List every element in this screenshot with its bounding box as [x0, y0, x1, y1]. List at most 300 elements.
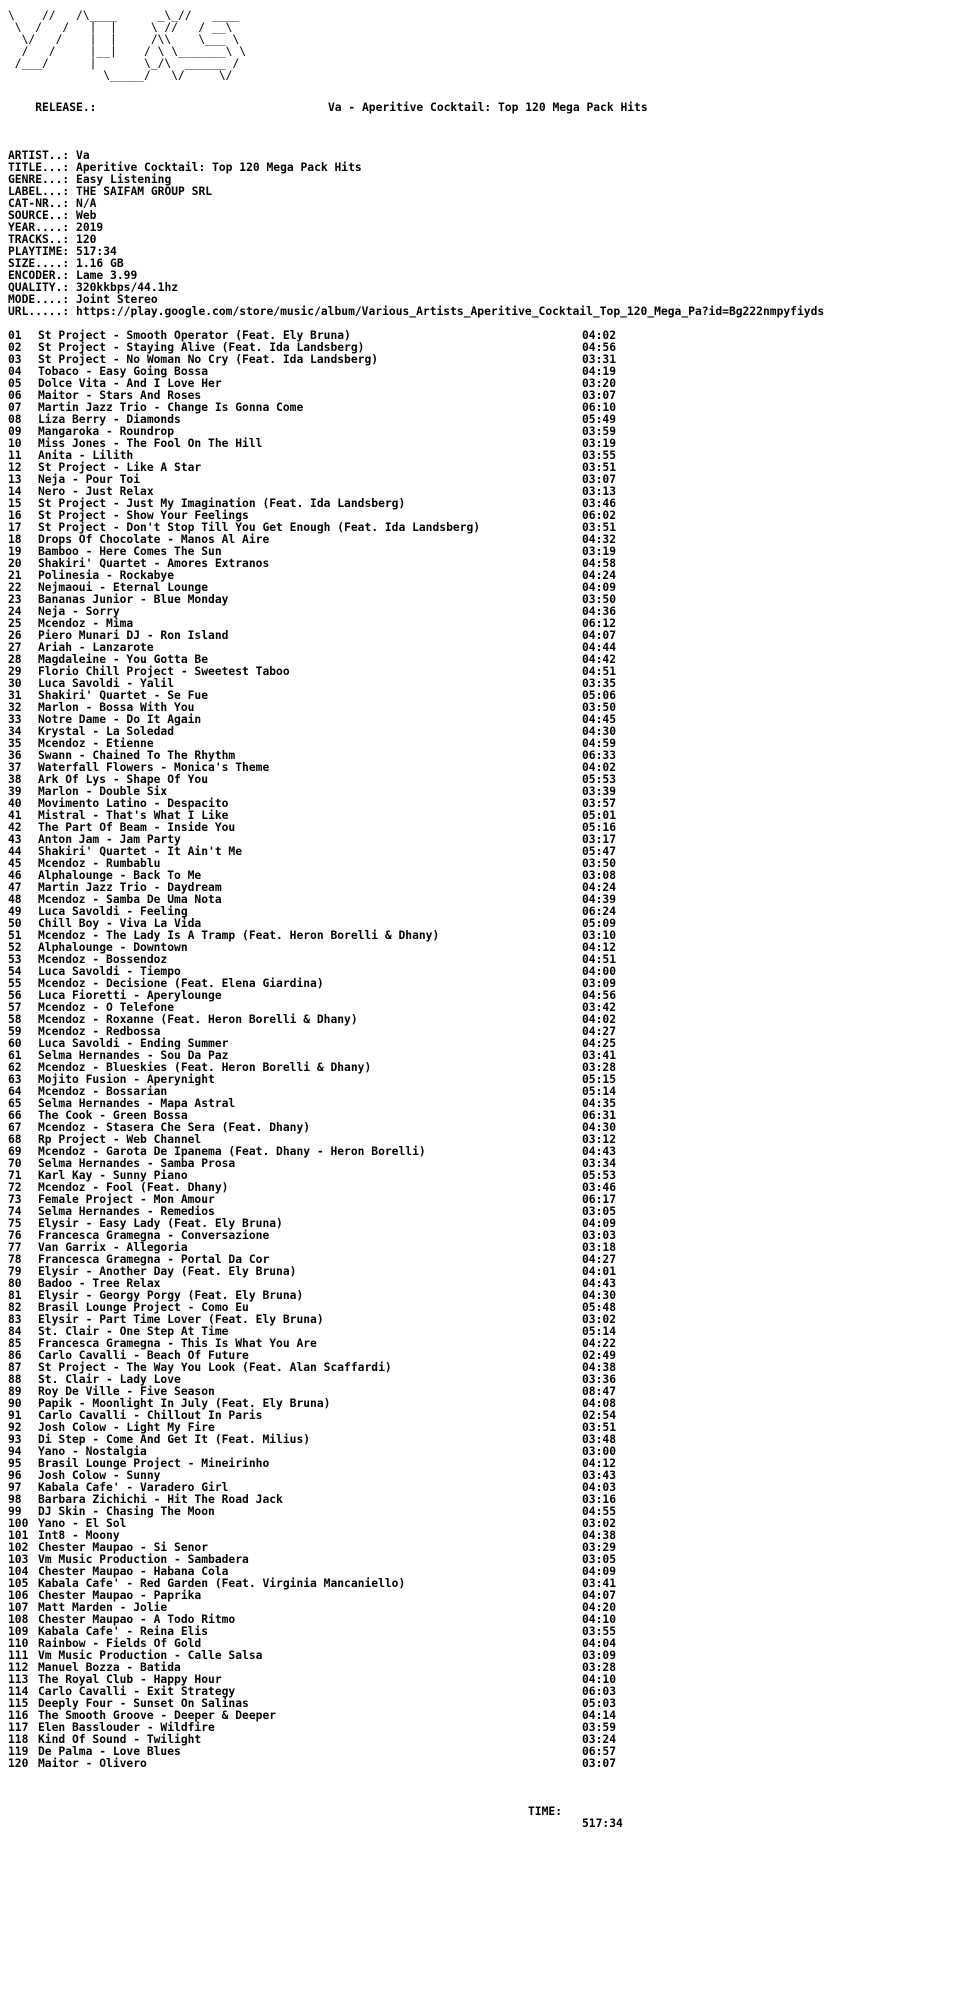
track-number: 08: [8, 413, 22, 426]
total-time-label: TIME:: [528, 1805, 563, 1818]
track-number: 80: [8, 1277, 22, 1290]
track-duration: 03:10: [582, 929, 617, 942]
track-duration: 04:12: [582, 1457, 617, 1470]
track-title: Mistral - That's What I Like: [38, 809, 229, 822]
track-number: 17: [8, 521, 22, 534]
track-title: Selma Hernandes - Sou Da Paz: [38, 1049, 229, 1062]
track-title: St Project - Staying Alive (Feat. Ida Landsberg): [38, 341, 365, 354]
track-title: Carlo Cavalli - Exit Strategy: [38, 1685, 236, 1698]
track-number: 64: [8, 1085, 22, 1098]
track-duration: 04:00: [582, 965, 617, 978]
track-duration: 03:50: [582, 857, 617, 870]
track-duration: 05:49: [582, 413, 617, 426]
track-number: 85: [8, 1337, 22, 1350]
track-title: Mojito Fusion - Aperynight: [38, 1073, 215, 1086]
track-title: Ark Of Lys - Shape Of You: [38, 773, 209, 786]
track-duration: 03:35: [582, 677, 617, 690]
track-number: 16: [8, 509, 22, 522]
track-duration: 04:36: [582, 605, 617, 618]
track-duration: 06:33: [582, 749, 617, 762]
track-title: Nejmaoui - Eternal Lounge: [38, 581, 209, 594]
track-duration: 04:51: [582, 953, 617, 966]
track-number: 83: [8, 1313, 22, 1326]
track-duration: 03:48: [582, 1433, 617, 1446]
track-duration: 03:46: [582, 497, 617, 510]
track-title: St Project - Show Your Feelings: [38, 509, 249, 522]
track-title: Anton Jam - Jam Party: [38, 833, 181, 846]
info-row: [8, 222, 968, 234]
track-title: Elysir - Another Day (Feat. Ely Bruna): [38, 1265, 297, 1278]
track-duration: 03:07: [582, 473, 617, 486]
track-duration: 04:27: [582, 1253, 617, 1266]
info-key: QUALITY.:: [8, 281, 70, 294]
track-row: [8, 1506, 968, 1518]
track-duration: 04:38: [582, 1529, 617, 1542]
track-title: Josh Colow - Light My Fire: [38, 1421, 215, 1434]
track-title: Miss Jones - The Fool On The Hill: [38, 437, 263, 450]
track-title: Josh Colow - Sunny: [38, 1469, 161, 1482]
track-number: 11: [8, 449, 22, 462]
track-title: Mcendoz - Decisione (Feat. Elena Giardina): [38, 977, 324, 990]
track-title: Selma Hernandes - Samba Prosa: [38, 1157, 236, 1170]
track-title: Drops Of Chocolate - Manos Al Aire: [38, 533, 270, 546]
info-row: [8, 186, 968, 198]
track-duration: 03:00: [582, 1445, 617, 1458]
track-duration: 03:05: [582, 1205, 617, 1218]
track-title: Mcendoz - Bossendoz: [38, 953, 168, 966]
track-duration: 04:39: [582, 893, 617, 906]
track-number: 120: [8, 1757, 29, 1770]
track-title: Maitor - Olivero: [38, 1757, 147, 1770]
track-duration: 03:39: [582, 785, 617, 798]
track-duration: 03:17: [582, 833, 617, 846]
track-number: 68: [8, 1133, 22, 1146]
track-title: De Palma - Love Blues: [38, 1745, 181, 1758]
release-line: [8, 90, 968, 126]
track-number: 25: [8, 617, 22, 630]
info-key: SOURCE..:: [8, 209, 70, 222]
track-title: Mcendoz - O Telefone: [38, 1001, 175, 1014]
track-duration: 05:48: [582, 1301, 617, 1314]
track-title: Shakiri' Quartet - It Ain't Me: [38, 845, 243, 858]
track-number: 27: [8, 641, 22, 654]
info-value: Aperitive Cocktail: Top 120 Mega Pack Hits: [76, 161, 362, 174]
track-duration: 03:50: [582, 701, 617, 714]
info-key: PLAYTIME:: [8, 245, 70, 258]
track-duration: 04:07: [582, 1589, 617, 1602]
track-number: 96: [8, 1469, 22, 1482]
track-number: 52: [8, 941, 22, 954]
track-number: 65: [8, 1097, 22, 1110]
track-number: 18: [8, 533, 22, 546]
track-duration: 03:31: [582, 353, 617, 366]
track-number: 15: [8, 497, 22, 510]
track-number: 88: [8, 1373, 22, 1386]
info-value: 120: [76, 233, 97, 246]
track-duration: 04:35: [582, 1097, 617, 1110]
track-title: Elysir - Part Time Lover (Feat. Ely Bruna): [38, 1313, 324, 1326]
track-number: 45: [8, 857, 22, 870]
track-number: 119: [8, 1745, 29, 1758]
track-duration: 04:56: [582, 989, 617, 1002]
track-duration: 04:01: [582, 1265, 617, 1278]
track-duration: 03:05: [582, 1553, 617, 1566]
track-title: Anita - Lilith: [38, 449, 134, 462]
track-duration: 03:59: [582, 1721, 617, 1734]
track-duration: 06:57: [582, 1745, 617, 1758]
track-duration: 06:24: [582, 905, 617, 918]
info-row: [8, 306, 968, 318]
track-title: Mangaroka - Roundrop: [38, 425, 175, 438]
track-duration: 04:59: [582, 737, 617, 750]
track-duration: 03:19: [582, 437, 617, 450]
track-duration: 03:09: [582, 977, 617, 990]
track-number: 101: [8, 1529, 29, 1542]
track-number: 48: [8, 893, 22, 906]
track-row: [8, 1518, 968, 1530]
info-key: URL.....:: [8, 305, 70, 318]
track-duration: 04:09: [582, 1217, 617, 1230]
track-number: 21: [8, 569, 22, 582]
track-title: Luca Savoldi - Yalil: [38, 677, 175, 690]
track-title: Neja - Pour Toi: [38, 473, 141, 486]
info-key: TRACKS..:: [8, 233, 70, 246]
total-time: [8, 1794, 968, 1830]
track-title: Elysir - Georgy Porgy (Feat. Ely Bruna): [38, 1289, 304, 1302]
track-duration: 04:08: [582, 1397, 617, 1410]
track-title: St Project - Like A Star: [38, 461, 202, 474]
track-number: 49: [8, 905, 22, 918]
track-duration: 04:30: [582, 1289, 617, 1302]
track-number: 105: [8, 1577, 29, 1590]
track-title: Carlo Cavalli - Chillout In Paris: [38, 1409, 263, 1422]
track-number: 06: [8, 389, 22, 402]
track-number: 32: [8, 701, 22, 714]
info-value: Joint Stereo: [76, 293, 158, 306]
track-title: Brasil Lounge Project - Mineirinho: [38, 1457, 270, 1470]
info-row: [8, 258, 968, 270]
track-number: 77: [8, 1241, 22, 1254]
track-title: Chill Boy - Viva La Vida: [38, 917, 202, 930]
track-title: Liza Berry - Diamonds: [38, 413, 181, 426]
track-title: Elysir - Easy Lady (Feat. Ely Bruna): [38, 1217, 283, 1230]
track-number: 42: [8, 821, 22, 834]
track-number: 54: [8, 965, 22, 978]
track-duration: 03:02: [582, 1517, 617, 1530]
track-title: Maitor - Stars And Roses: [38, 389, 202, 402]
track-duration: 03:02: [582, 1313, 617, 1326]
track-number: 117: [8, 1721, 29, 1734]
track-duration: 04:12: [582, 941, 617, 954]
track-number: 07: [8, 401, 22, 414]
track-title: Luca Fioretti - Aperylounge: [38, 989, 222, 1002]
track-number: 20: [8, 557, 22, 570]
track-number: 91: [8, 1409, 22, 1422]
track-duration: 03:41: [582, 1577, 617, 1590]
track-duration: 04:02: [582, 761, 617, 774]
track-number: 108: [8, 1613, 29, 1626]
track-number: 56: [8, 989, 22, 1002]
track-duration: 06:10: [582, 401, 617, 414]
track-number: 73: [8, 1193, 22, 1206]
track-title: Yano - Nostalgia: [38, 1445, 147, 1458]
track-title: Mcendoz - Bossarian: [38, 1085, 168, 1098]
track-duration: 05:09: [582, 917, 617, 930]
track-row: [8, 438, 968, 450]
track-number: 106: [8, 1589, 29, 1602]
track-title: Bamboo - Here Comes The Sun: [38, 545, 222, 558]
track-number: 28: [8, 653, 22, 666]
track-duration: 04:42: [582, 653, 617, 666]
track-title: Alphalounge - Downtown: [38, 941, 188, 954]
info-row: [8, 198, 968, 210]
track-number: 51: [8, 929, 22, 942]
track-number: 87: [8, 1361, 22, 1374]
total-time-value: 517:34: [582, 1817, 623, 1830]
track-row: [8, 1434, 968, 1446]
track-title: Roy De Ville - Five Season: [38, 1385, 215, 1398]
track-duration: 04:38: [582, 1361, 617, 1374]
track-title: Martin Jazz Trio - Daydream: [38, 881, 222, 894]
track-duration: 05:01: [582, 809, 617, 822]
track-list: [8, 330, 968, 1770]
track-duration: 05:53: [582, 1169, 617, 1182]
track-title: St Project - Just My Imagination (Feat. Ida Landsberg): [38, 497, 406, 510]
info-key: SIZE....:: [8, 257, 70, 270]
track-title: Badoo - Tree Relax: [38, 1277, 161, 1290]
track-duration: 05:06: [582, 689, 617, 702]
track-title: Luca Savoldi - Ending Summer: [38, 1037, 229, 1050]
track-duration: 04:07: [582, 629, 617, 642]
track-duration: 02:54: [582, 1409, 617, 1422]
track-title: Vm Music Production - Calle Salsa: [38, 1649, 263, 1662]
track-number: 72: [8, 1181, 22, 1194]
track-title: The Royal Club - Happy Hour: [38, 1673, 222, 1686]
track-title: Mcendoz - Etienne: [38, 737, 154, 750]
track-number: 115: [8, 1697, 29, 1710]
track-number: 35: [8, 737, 22, 750]
info-key: CAT-NR..:: [8, 197, 70, 210]
release-label: RELEASE.:: [35, 101, 97, 114]
track-title: Selma Hernandes - Remedios: [38, 1205, 215, 1218]
track-duration: 03:36: [582, 1373, 617, 1386]
track-duration: 04:04: [582, 1637, 617, 1650]
track-title: Mcendoz - Garota De Ipanema (Feat. Dhany - Heron Borelli): [38, 1145, 426, 1158]
track-duration: 04:20: [582, 1601, 617, 1614]
track-number: 78: [8, 1253, 22, 1266]
track-duration: 04:02: [582, 1013, 617, 1026]
track-duration: 06:02: [582, 509, 617, 522]
track-title: Dolce Vita - And I Love Her: [38, 377, 222, 390]
track-duration: 04:43: [582, 1277, 617, 1290]
track-duration: 04:51: [582, 665, 617, 678]
track-duration: 04:56: [582, 341, 617, 354]
track-title: Rp Project - Web Channel: [38, 1133, 202, 1146]
track-duration: 06:03: [582, 1685, 617, 1698]
track-title: Notre Dame - Do It Again: [38, 713, 202, 726]
track-number: 13: [8, 473, 22, 486]
info-key: YEAR....:: [8, 221, 70, 234]
track-title: Waterfall Flowers - Monica's Theme: [38, 761, 270, 774]
track-number: 74: [8, 1205, 22, 1218]
track-duration: 05:47: [582, 845, 617, 858]
track-number: 36: [8, 749, 22, 762]
track-row: [8, 606, 968, 618]
track-number: 33: [8, 713, 22, 726]
track-title: Mcendoz - Stasera Che Sera (Feat. Dhany): [38, 1121, 311, 1134]
track-number: 99: [8, 1505, 22, 1518]
track-number: 104: [8, 1565, 29, 1578]
track-duration: 06:12: [582, 617, 617, 630]
track-number: 04: [8, 365, 22, 378]
track-duration: 03:57: [582, 797, 617, 810]
track-number: 55: [8, 977, 22, 990]
track-number: 103: [8, 1553, 29, 1566]
track-title: Polinesia - Rockabye: [38, 569, 175, 582]
track-title: St. Clair - Lady Love: [38, 1373, 181, 1386]
track-title: Luca Savoldi - Feeling: [38, 905, 188, 918]
track-title: Nero - Just Relax: [38, 485, 154, 498]
track-number: 67: [8, 1121, 22, 1134]
info-value: THE SAIFAM GROUP SRL: [76, 185, 213, 198]
track-number: 58: [8, 1013, 22, 1026]
track-duration: 03:13: [582, 485, 617, 498]
track-title: Mcendoz - Rumbablu: [38, 857, 161, 870]
track-duration: 03:19: [582, 545, 617, 558]
track-duration: 04:14: [582, 1709, 617, 1722]
track-number: 31: [8, 689, 22, 702]
track-number: 98: [8, 1493, 22, 1506]
track-title: Martin Jazz Trio - Change Is Gonna Come: [38, 401, 304, 414]
track-number: 97: [8, 1481, 22, 1494]
track-duration: 03:16: [582, 1493, 617, 1506]
track-duration: 05:16: [582, 821, 617, 834]
track-duration: 04:44: [582, 641, 617, 654]
track-title: Carlo Cavalli - Beach Of Future: [38, 1349, 249, 1362]
track-title: Piero Munari DJ - Ron Island: [38, 629, 229, 642]
track-duration: 04:02: [582, 329, 617, 342]
track-number: 24: [8, 605, 22, 618]
track-number: 94: [8, 1445, 22, 1458]
track-duration: 08:47: [582, 1385, 617, 1398]
track-title: Ariah - Lanzarote: [38, 641, 154, 654]
track-number: 63: [8, 1073, 22, 1086]
track-title: The Cook - Green Bossa: [38, 1109, 188, 1122]
track-title: Luca Savoldi - Tiempo: [38, 965, 181, 978]
info-value: Lame 3.99: [76, 269, 138, 282]
track-number: 03: [8, 353, 22, 366]
track-number: 75: [8, 1217, 22, 1230]
track-duration: 03:08: [582, 869, 617, 882]
track-duration: 04:55: [582, 1505, 617, 1518]
track-number: 53: [8, 953, 22, 966]
track-number: 62: [8, 1061, 22, 1074]
track-title: Chester Maupao - Paprika: [38, 1589, 202, 1602]
track-duration: 05:15: [582, 1073, 617, 1086]
track-duration: 04:32: [582, 533, 617, 546]
track-title: Di Step - Come And Get It (Feat. Milius): [38, 1433, 311, 1446]
track-number: 50: [8, 917, 22, 930]
track-number: 46: [8, 869, 22, 882]
track-title: Movimento Latino - Despacito: [38, 797, 229, 810]
track-number: 86: [8, 1349, 22, 1362]
track-title: Kabala Cafe' - Varadero Girl: [38, 1481, 229, 1494]
track-number: 09: [8, 425, 22, 438]
track-duration: 05:03: [582, 1697, 617, 1710]
track-number: 92: [8, 1421, 22, 1434]
track-title: Mcendoz - Blueskies (Feat. Heron Borelli & Dhany): [38, 1061, 372, 1074]
track-number: 10: [8, 437, 22, 450]
track-duration: 03:07: [582, 1757, 617, 1770]
track-duration: 04:19: [582, 365, 617, 378]
info-row: [8, 210, 968, 222]
track-title: St. Clair - One Step At Time: [38, 1325, 229, 1338]
track-number: 40: [8, 797, 22, 810]
track-title: Mcendoz - The Lady Is A Tramp (Feat. Heron Borelli & Dhany): [38, 929, 440, 942]
track-number: 29: [8, 665, 22, 678]
track-number: 76: [8, 1229, 22, 1242]
track-number: 12: [8, 461, 22, 474]
track-number: 113: [8, 1673, 29, 1686]
track-title: Brasil Lounge Project - Como Eu: [38, 1301, 249, 1314]
track-duration: 04:24: [582, 881, 617, 894]
track-title: Matt Marden - Jolie: [38, 1601, 168, 1614]
track-number: 43: [8, 833, 22, 846]
info-value: 2019: [76, 221, 104, 234]
track-duration: 02:49: [582, 1349, 617, 1362]
track-title: Mcendoz - Redbossa: [38, 1025, 161, 1038]
track-number: 59: [8, 1025, 22, 1038]
track-duration: 05:53: [582, 773, 617, 786]
track-duration: 04:24: [582, 569, 617, 582]
track-duration: 03:07: [582, 389, 617, 402]
track-number: 60: [8, 1037, 22, 1050]
track-title: Vm Music Production - Sambadera: [38, 1553, 249, 1566]
track-duration: 04:09: [582, 581, 617, 594]
track-duration: 04:09: [582, 1565, 617, 1578]
track-title: St Project - The Way You Look (Feat. Alan Scaffardi): [38, 1361, 392, 1374]
track-duration: 03:18: [582, 1241, 617, 1254]
track-number: 30: [8, 677, 22, 690]
track-number: 84: [8, 1325, 22, 1338]
track-title: Mcendoz - Samba De Uma Nota: [38, 893, 222, 906]
info-key: MODE....:: [8, 293, 70, 306]
track-number: 02: [8, 341, 22, 354]
info-value: 1.16 GB: [76, 257, 124, 270]
ascii-logo: \ // /\____ _\_// ____ \ / / | | \ // / __\ \/ / | | /\\ \___ \ / / |__| / \ \_______\ \ /___/ | \_/\ ______ / \_____/ \/ \/: [8, 9, 247, 82]
track-number: 38: [8, 773, 22, 786]
track-title: Yano - El Sol: [38, 1517, 127, 1530]
track-duration: 03:50: [582, 593, 617, 606]
track-number: 23: [8, 593, 22, 606]
track-title: Rainbow - Fields Of Gold: [38, 1637, 202, 1650]
track-duration: 03:03: [582, 1229, 617, 1242]
track-number: 107: [8, 1601, 29, 1614]
track-title: Chester Maupao - Habana Cola: [38, 1565, 229, 1578]
track-duration: 06:17: [582, 1193, 617, 1206]
info-key: TITLE...:: [8, 161, 70, 174]
track-duration: 04:58: [582, 557, 617, 570]
track-title: Tobaco - Easy Going Bossa: [38, 365, 209, 378]
info-key: LABEL...:: [8, 185, 70, 198]
track-title: Shakiri' Quartet - Amores Extranos: [38, 557, 270, 570]
track-title: St Project - No Woman No Cry (Feat. Ida Landsberg): [38, 353, 379, 366]
track-title: Marlon - Bossa With You: [38, 701, 195, 714]
track-number: 69: [8, 1145, 22, 1158]
track-number: 05: [8, 377, 22, 390]
track-number: 66: [8, 1109, 22, 1122]
track-duration: 04:10: [582, 1673, 617, 1686]
